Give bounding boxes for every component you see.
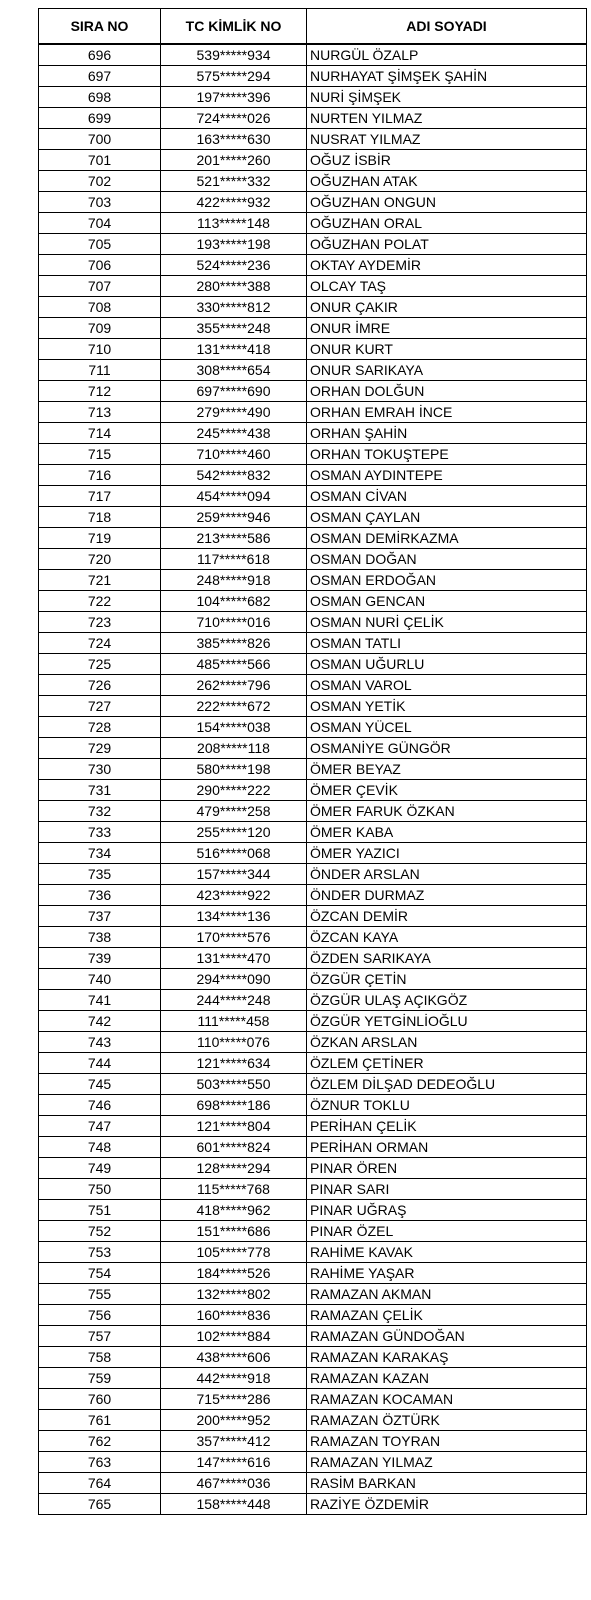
cell-tc-kimlik-no: 184*****526 [161, 1263, 307, 1284]
cell-sira-no: 707 [39, 276, 161, 297]
cell-tc-kimlik-no: 160*****836 [161, 1305, 307, 1326]
cell-sira-no: 730 [39, 759, 161, 780]
table-row [39, 1494, 587, 1515]
cell-adi-soyadi: PERİHAN ÇELİK [307, 1116, 587, 1137]
table-row [39, 150, 587, 171]
table-row [39, 1158, 587, 1179]
cell-sira-no: 703 [39, 192, 161, 213]
cell-sira-no: 723 [39, 612, 161, 633]
table-row [39, 486, 587, 507]
table-row [39, 192, 587, 213]
cell-adi-soyadi: OSMAN DEMİRKAZMA [307, 528, 587, 549]
cell-sira-no: 734 [39, 843, 161, 864]
header-adi-soyadi: ADI SOYADI [307, 9, 587, 45]
cell-sira-no: 761 [39, 1410, 161, 1431]
cell-sira-no: 724 [39, 633, 161, 654]
cell-adi-soyadi: OSMAN TATLI [307, 633, 587, 654]
cell-adi-soyadi: OĞUZHAN POLAT [307, 234, 587, 255]
table-row [39, 780, 587, 801]
table-row [39, 1179, 587, 1200]
cell-sira-no: 705 [39, 234, 161, 255]
cell-adi-soyadi: OSMAN UĞURLU [307, 654, 587, 675]
cell-sira-no: 698 [39, 87, 161, 108]
cell-tc-kimlik-no: 200*****952 [161, 1410, 307, 1431]
cell-sira-no: 702 [39, 171, 161, 192]
table-row [39, 1032, 587, 1053]
cell-tc-kimlik-no: 113*****148 [161, 213, 307, 234]
cell-tc-kimlik-no: 170*****576 [161, 927, 307, 948]
cell-adi-soyadi: ÖMER YAZICI [307, 843, 587, 864]
cell-sira-no: 755 [39, 1284, 161, 1305]
cell-adi-soyadi: ÖZCAN KAYA [307, 927, 587, 948]
cell-adi-soyadi: ORHAN DOLĞUN [307, 381, 587, 402]
table-row [39, 1410, 587, 1431]
table-row [39, 423, 587, 444]
cell-tc-kimlik-no: 710*****460 [161, 444, 307, 465]
cell-sira-no: 740 [39, 969, 161, 990]
cell-adi-soyadi: OSMAN YÜCEL [307, 717, 587, 738]
table-row [39, 864, 587, 885]
cell-adi-soyadi: RAZİYE ÖZDEMİR [307, 1494, 587, 1515]
cell-tc-kimlik-no: 255*****120 [161, 822, 307, 843]
cell-sira-no: 719 [39, 528, 161, 549]
cell-adi-soyadi: RAMAZAN KOCAMAN [307, 1389, 587, 1410]
cell-adi-soyadi: OSMAN VAROL [307, 675, 587, 696]
table-row [39, 465, 587, 486]
cell-adi-soyadi: OSMAN ÇAYLAN [307, 507, 587, 528]
cell-tc-kimlik-no: 279*****490 [161, 402, 307, 423]
cell-sira-no: 737 [39, 906, 161, 927]
cell-adi-soyadi: NURGÜL ÖZALP [307, 44, 587, 66]
table-row [39, 822, 587, 843]
table-row [39, 1095, 587, 1116]
table-row [39, 318, 587, 339]
cell-tc-kimlik-no: 467*****036 [161, 1473, 307, 1494]
cell-adi-soyadi: OSMANİYE GÜNGÖR [307, 738, 587, 759]
cell-tc-kimlik-no: 111*****458 [161, 1011, 307, 1032]
cell-adi-soyadi: NUSRAT YILMAZ [307, 129, 587, 150]
cell-tc-kimlik-no: 438*****606 [161, 1347, 307, 1368]
cell-adi-soyadi: OĞUZHAN ONGUN [307, 192, 587, 213]
cell-sira-no: 721 [39, 570, 161, 591]
table-row [39, 843, 587, 864]
cell-sira-no: 748 [39, 1137, 161, 1158]
cell-adi-soyadi: OĞUZHAN ORAL [307, 213, 587, 234]
cell-sira-no: 701 [39, 150, 161, 171]
cell-tc-kimlik-no: 485*****566 [161, 654, 307, 675]
cell-adi-soyadi: ÖZNUR TOKLU [307, 1095, 587, 1116]
table-row [39, 885, 587, 906]
cell-tc-kimlik-no: 208*****118 [161, 738, 307, 759]
cell-sira-no: 696 [39, 44, 161, 66]
cell-sira-no: 749 [39, 1158, 161, 1179]
cell-adi-soyadi: RAMAZAN YILMAZ [307, 1452, 587, 1473]
header-row [39, 9, 587, 45]
table-row [39, 1011, 587, 1032]
cell-adi-soyadi: OĞUZHAN ATAK [307, 171, 587, 192]
table-row [39, 1326, 587, 1347]
cell-tc-kimlik-no: 128*****294 [161, 1158, 307, 1179]
cell-tc-kimlik-no: 418*****962 [161, 1200, 307, 1221]
cell-tc-kimlik-no: 104*****682 [161, 591, 307, 612]
cell-sira-no: 728 [39, 717, 161, 738]
cell-adi-soyadi: RAMAZAN ÇELİK [307, 1305, 587, 1326]
cell-tc-kimlik-no: 121*****634 [161, 1053, 307, 1074]
cell-sira-no: 757 [39, 1326, 161, 1347]
cell-adi-soyadi: OSMAN YETİK [307, 696, 587, 717]
cell-tc-kimlik-no: 147*****616 [161, 1452, 307, 1473]
table-row [39, 528, 587, 549]
cell-adi-soyadi: ONUR KURT [307, 339, 587, 360]
table-row [39, 633, 587, 654]
cell-adi-soyadi: OSMAN DOĞAN [307, 549, 587, 570]
table-row [39, 381, 587, 402]
table-row [39, 171, 587, 192]
cell-tc-kimlik-no: 698*****186 [161, 1095, 307, 1116]
cell-sira-no: 735 [39, 864, 161, 885]
cell-adi-soyadi: RAMAZAN KARAKAŞ [307, 1347, 587, 1368]
cell-adi-soyadi: ÖZKAN ARSLAN [307, 1032, 587, 1053]
cell-sira-no: 742 [39, 1011, 161, 1032]
cell-tc-kimlik-no: 151*****686 [161, 1221, 307, 1242]
cell-adi-soyadi: NURHAYAT ŞİMŞEK ŞAHİN [307, 66, 587, 87]
cell-adi-soyadi: ÖZLEM ÇETİNER [307, 1053, 587, 1074]
table-row [39, 1053, 587, 1074]
cell-adi-soyadi: ORHAN ŞAHİN [307, 423, 587, 444]
table-row [39, 696, 587, 717]
cell-adi-soyadi: RAMAZAN ÖZTÜRK [307, 1410, 587, 1431]
table-row [39, 549, 587, 570]
cell-adi-soyadi: RASİM BARKAN [307, 1473, 587, 1494]
cell-tc-kimlik-no: 105*****778 [161, 1242, 307, 1263]
cell-sira-no: 727 [39, 696, 161, 717]
table-row [39, 990, 587, 1011]
header-sira-no: SIRA NO [39, 9, 161, 45]
cell-tc-kimlik-no: 163*****630 [161, 129, 307, 150]
cell-sira-no: 708 [39, 297, 161, 318]
cell-tc-kimlik-no: 213*****586 [161, 528, 307, 549]
cell-adi-soyadi: PINAR SARI [307, 1179, 587, 1200]
cell-adi-soyadi: RAMAZAN GÜNDOĞAN [307, 1326, 587, 1347]
cell-tc-kimlik-no: 601*****824 [161, 1137, 307, 1158]
table-row [39, 444, 587, 465]
cell-sira-no: 741 [39, 990, 161, 1011]
table-row [39, 612, 587, 633]
cell-sira-no: 756 [39, 1305, 161, 1326]
cell-adi-soyadi: ÖZDEN SARIKAYA [307, 948, 587, 969]
table-row [39, 969, 587, 990]
cell-adi-soyadi: OSMAN AYDINTEPE [307, 465, 587, 486]
cell-adi-soyadi: ORHAN TOKUŞTEPE [307, 444, 587, 465]
cell-adi-soyadi: RAMAZAN TOYRAN [307, 1431, 587, 1452]
table-row [39, 1473, 587, 1494]
cell-sira-no: 714 [39, 423, 161, 444]
table-row [39, 360, 587, 381]
table-row [39, 1137, 587, 1158]
header-tc-kimlik-no: TC KİMLİK NO [161, 9, 307, 45]
cell-adi-soyadi: PINAR UĞRAŞ [307, 1200, 587, 1221]
table-row [39, 927, 587, 948]
cell-sira-no: 750 [39, 1179, 161, 1200]
cell-tc-kimlik-no: 158*****448 [161, 1494, 307, 1515]
cell-tc-kimlik-no: 521*****332 [161, 171, 307, 192]
table-row [39, 129, 587, 150]
table-row [39, 402, 587, 423]
cell-sira-no: 746 [39, 1095, 161, 1116]
cell-tc-kimlik-no: 503*****550 [161, 1074, 307, 1095]
cell-adi-soyadi: RAHİME KAVAK [307, 1242, 587, 1263]
cell-tc-kimlik-no: 121*****804 [161, 1116, 307, 1137]
cell-adi-soyadi: ÖMER KABA [307, 822, 587, 843]
cell-sira-no: 710 [39, 339, 161, 360]
cell-tc-kimlik-no: 516*****068 [161, 843, 307, 864]
table-row [39, 255, 587, 276]
table-row [39, 1263, 587, 1284]
table-row [39, 1368, 587, 1389]
cell-tc-kimlik-no: 524*****236 [161, 255, 307, 276]
table-row [39, 1221, 587, 1242]
cell-tc-kimlik-no: 542*****832 [161, 465, 307, 486]
table-row [39, 591, 587, 612]
table-row [39, 1242, 587, 1263]
cell-tc-kimlik-no: 222*****672 [161, 696, 307, 717]
table-row [39, 717, 587, 738]
cell-tc-kimlik-no: 262*****796 [161, 675, 307, 696]
table-row [39, 66, 587, 87]
cell-sira-no: 751 [39, 1200, 161, 1221]
cell-adi-soyadi: ÖZLEM DİLŞAD DEDEOĞLU [307, 1074, 587, 1095]
table-row [39, 1347, 587, 1368]
cell-sira-no: 763 [39, 1452, 161, 1473]
cell-sira-no: 764 [39, 1473, 161, 1494]
cell-tc-kimlik-no: 539*****934 [161, 44, 307, 66]
cell-adi-soyadi: ÖZCAN DEMİR [307, 906, 587, 927]
cell-tc-kimlik-no: 110*****076 [161, 1032, 307, 1053]
cell-tc-kimlik-no: 117*****618 [161, 549, 307, 570]
cell-sira-no: 704 [39, 213, 161, 234]
cell-sira-no: 726 [39, 675, 161, 696]
cell-tc-kimlik-no: 330*****812 [161, 297, 307, 318]
cell-adi-soyadi: ÖMER ÇEVİK [307, 780, 587, 801]
table-row [39, 1284, 587, 1305]
table-row [39, 339, 587, 360]
cell-adi-soyadi: ORHAN EMRAH İNCE [307, 402, 587, 423]
cell-adi-soyadi: ÖZGÜR ULAŞ AÇIKGÖZ [307, 990, 587, 1011]
table-row [39, 738, 587, 759]
table-row [39, 87, 587, 108]
cell-sira-no: 729 [39, 738, 161, 759]
cell-sira-no: 717 [39, 486, 161, 507]
cell-tc-kimlik-no: 131*****418 [161, 339, 307, 360]
cell-tc-kimlik-no: 442*****918 [161, 1368, 307, 1389]
cell-sira-no: 731 [39, 780, 161, 801]
cell-adi-soyadi: OSMAN CİVAN [307, 486, 587, 507]
cell-tc-kimlik-no: 355*****248 [161, 318, 307, 339]
cell-sira-no: 720 [39, 549, 161, 570]
cell-tc-kimlik-no: 575*****294 [161, 66, 307, 87]
cell-adi-soyadi: OSMAN GENCAN [307, 591, 587, 612]
cell-tc-kimlik-no: 245*****438 [161, 423, 307, 444]
cell-tc-kimlik-no: 294*****090 [161, 969, 307, 990]
cell-sira-no: 709 [39, 318, 161, 339]
table-row [39, 675, 587, 696]
cell-tc-kimlik-no: 201*****260 [161, 150, 307, 171]
cell-tc-kimlik-no: 102*****884 [161, 1326, 307, 1347]
cell-adi-soyadi: RAMAZAN KAZAN [307, 1368, 587, 1389]
cell-tc-kimlik-no: 385*****826 [161, 633, 307, 654]
cell-tc-kimlik-no: 710*****016 [161, 612, 307, 633]
cell-adi-soyadi: ONUR SARIKAYA [307, 360, 587, 381]
cell-sira-no: 739 [39, 948, 161, 969]
cell-tc-kimlik-no: 115*****768 [161, 1179, 307, 1200]
table-row [39, 906, 587, 927]
cell-adi-soyadi: RAHİME YAŞAR [307, 1263, 587, 1284]
cell-sira-no: 760 [39, 1389, 161, 1410]
cell-sira-no: 758 [39, 1347, 161, 1368]
cell-tc-kimlik-no: 132*****802 [161, 1284, 307, 1305]
table-row [39, 1305, 587, 1326]
cell-adi-soyadi: ÖMER BEYAZ [307, 759, 587, 780]
cell-tc-kimlik-no: 193*****198 [161, 234, 307, 255]
cell-adi-soyadi: PINAR ÖZEL [307, 1221, 587, 1242]
cell-sira-no: 722 [39, 591, 161, 612]
table-row [39, 1074, 587, 1095]
cell-sira-no: 743 [39, 1032, 161, 1053]
cell-adi-soyadi: ÖNDER DURMAZ [307, 885, 587, 906]
cell-sira-no: 733 [39, 822, 161, 843]
cell-sira-no: 700 [39, 129, 161, 150]
cell-adi-soyadi: NURİ ŞİMŞEK [307, 87, 587, 108]
cell-sira-no: 744 [39, 1053, 161, 1074]
cell-sira-no: 716 [39, 465, 161, 486]
cell-sira-no: 697 [39, 66, 161, 87]
table-row [39, 1389, 587, 1410]
cell-tc-kimlik-no: 454*****094 [161, 486, 307, 507]
cell-sira-no: 715 [39, 444, 161, 465]
cell-tc-kimlik-no: 197*****396 [161, 87, 307, 108]
table-row [39, 234, 587, 255]
cell-tc-kimlik-no: 724*****026 [161, 108, 307, 129]
table-row [39, 276, 587, 297]
cell-adi-soyadi: ÖNDER ARSLAN [307, 864, 587, 885]
table-row [39, 1200, 587, 1221]
cell-tc-kimlik-no: 357*****412 [161, 1431, 307, 1452]
cell-tc-kimlik-no: 244*****248 [161, 990, 307, 1011]
cell-tc-kimlik-no: 308*****654 [161, 360, 307, 381]
cell-adi-soyadi: OKTAY AYDEMİR [307, 255, 587, 276]
cell-adi-soyadi: ONUR ÇAKIR [307, 297, 587, 318]
cell-tc-kimlik-no: 479*****258 [161, 801, 307, 822]
cell-sira-no: 747 [39, 1116, 161, 1137]
table-row [39, 213, 587, 234]
table-row [39, 1431, 587, 1452]
table-row [39, 654, 587, 675]
cell-sira-no: 725 [39, 654, 161, 675]
cell-sira-no: 736 [39, 885, 161, 906]
cell-sira-no: 754 [39, 1263, 161, 1284]
cell-tc-kimlik-no: 422*****932 [161, 192, 307, 213]
cell-adi-soyadi: OĞUZ İSBİR [307, 150, 587, 171]
cell-tc-kimlik-no: 580*****198 [161, 759, 307, 780]
records-table [38, 8, 587, 1515]
cell-tc-kimlik-no: 280*****388 [161, 276, 307, 297]
cell-tc-kimlik-no: 131*****470 [161, 948, 307, 969]
cell-sira-no: 711 [39, 360, 161, 381]
cell-tc-kimlik-no: 259*****946 [161, 507, 307, 528]
cell-adi-soyadi: RAMAZAN AKMAN [307, 1284, 587, 1305]
cell-tc-kimlik-no: 154*****038 [161, 717, 307, 738]
table-row [39, 759, 587, 780]
cell-sira-no: 753 [39, 1242, 161, 1263]
table-row [39, 108, 587, 129]
cell-tc-kimlik-no: 134*****136 [161, 906, 307, 927]
table-row [39, 1452, 587, 1473]
table-row [39, 1116, 587, 1137]
cell-adi-soyadi: PERİHAN ORMAN [307, 1137, 587, 1158]
cell-adi-soyadi: ÖMER FARUK ÖZKAN [307, 801, 587, 822]
cell-sira-no: 765 [39, 1494, 161, 1515]
cell-adi-soyadi: ONUR İMRE [307, 318, 587, 339]
cell-sira-no: 762 [39, 1431, 161, 1452]
cell-tc-kimlik-no: 290*****222 [161, 780, 307, 801]
cell-sira-no: 732 [39, 801, 161, 822]
cell-sira-no: 706 [39, 255, 161, 276]
table-row [39, 297, 587, 318]
cell-adi-soyadi: ÖZGÜR YETGİNLİOĞLU [307, 1011, 587, 1032]
cell-sira-no: 699 [39, 108, 161, 129]
table-row [39, 570, 587, 591]
cell-adi-soyadi: NURTEN YILMAZ [307, 108, 587, 129]
cell-tc-kimlik-no: 715*****286 [161, 1389, 307, 1410]
cell-adi-soyadi: ÖZGÜR ÇETİN [307, 969, 587, 990]
cell-tc-kimlik-no: 248*****918 [161, 570, 307, 591]
cell-adi-soyadi: OSMAN ERDOĞAN [307, 570, 587, 591]
cell-sira-no: 718 [39, 507, 161, 528]
cell-sira-no: 712 [39, 381, 161, 402]
cell-sira-no: 759 [39, 1368, 161, 1389]
cell-tc-kimlik-no: 423*****922 [161, 885, 307, 906]
cell-adi-soyadi: PINAR ÖREN [307, 1158, 587, 1179]
table-row [39, 948, 587, 969]
table-row [39, 801, 587, 822]
cell-adi-soyadi: OSMAN NURİ ÇELİK [307, 612, 587, 633]
cell-tc-kimlik-no: 697*****690 [161, 381, 307, 402]
table-row [39, 44, 587, 66]
cell-tc-kimlik-no: 157*****344 [161, 864, 307, 885]
cell-sira-no: 745 [39, 1074, 161, 1095]
table-row [39, 507, 587, 528]
cell-adi-soyadi: OLCAY TAŞ [307, 276, 587, 297]
cell-sira-no: 752 [39, 1221, 161, 1242]
cell-sira-no: 713 [39, 402, 161, 423]
cell-sira-no: 738 [39, 927, 161, 948]
